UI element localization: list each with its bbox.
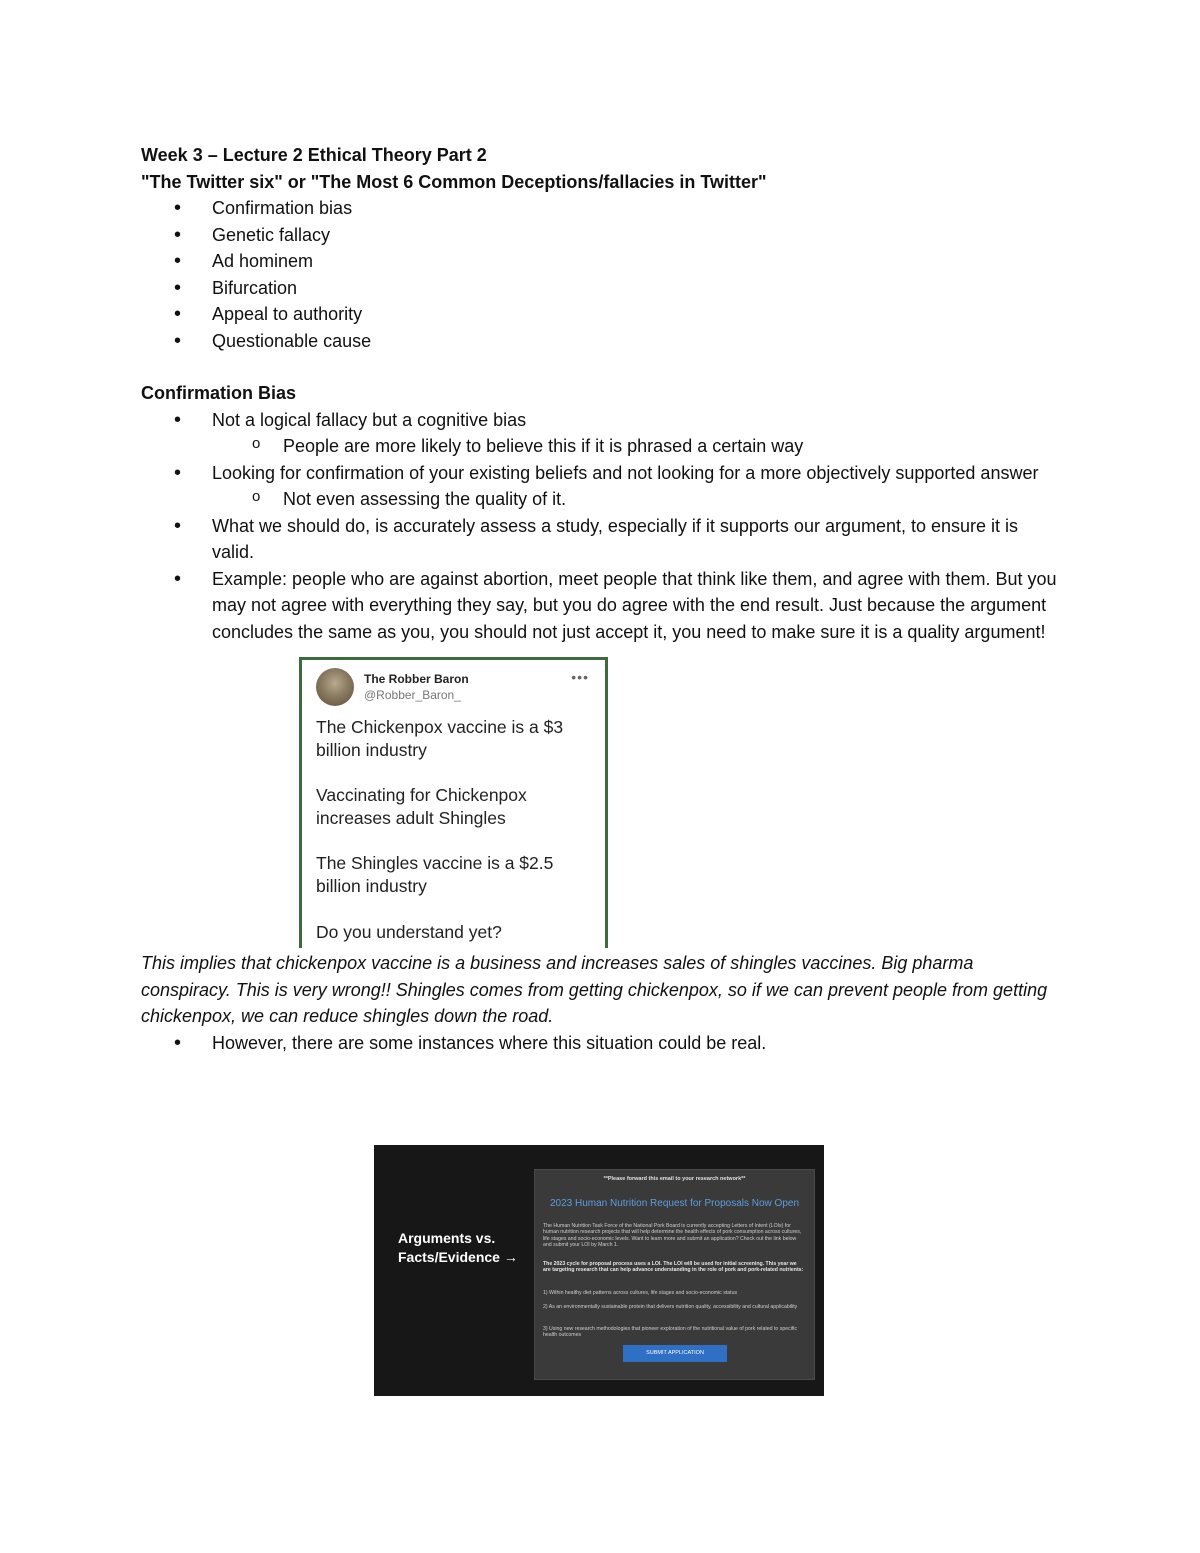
list-item: • Bifurcation — [141, 275, 1061, 302]
final-list — [141, 1030, 1061, 1057]
slide-title-line: Facts/Evidence → — [398, 1249, 518, 1265]
tweet-author-name: The Robber Baron — [364, 672, 469, 686]
tweet-line: The Chickenpox vaccine is a $3 billion industry — [316, 717, 564, 760]
email-heading: 2023 Human Nutrition Request for Proposals Now Open — [549, 1198, 800, 1209]
email-paragraph: The Human Nutrition Task Force of the National Pork Board is currently accepting Letters of Intent (LOIs) for human nutrition research projects that will help determine the health effects of pork consumption across cultures, life stages and socio-economic levels. Want to learn more and submit an application? Check out the link below and submit your LOI by March 1. — [543, 1223, 802, 1248]
document-title: Week 3 – Lecture 2 Ethical Theory Part 2 — [141, 145, 487, 165]
tweet-line: Vaccinating for Chickenpox increases adult Shingles — [316, 785, 527, 828]
slide-title-line: Arguments vs. — [398, 1230, 496, 1246]
tweet-line: The Shingles vaccine is a $2.5 billion industry — [316, 853, 554, 896]
bullet-text: Not a logical fallacy but a cognitive bias — [212, 409, 527, 430]
italic-paragraph: This implies that chickenpox vaccine is a business and increases sales of shingles vaccines. Big pharma conspiracy. This is very wrong!! Shingles comes from getting chickenpox, so if we can prevent people from getting chickenpox, we can reduce shingles down the road. — [141, 953, 1048, 1026]
document-page — [141, 142, 1061, 1056]
list-item: • However, there are some instances where this situation could be real. — [141, 1030, 1061, 1057]
tweet-author-handle: @Robber_Baron_ — [364, 688, 461, 702]
list-item — [141, 407, 1061, 460]
email-paragraph: The 2023 cycle for proposal process uses a LOI. The LOI will be used for initial screening. This year we are targeting research that can help advance understanding in the role of pork and pork-related nutrients: — [543, 1261, 804, 1274]
email-screenshot — [534, 1169, 815, 1380]
list-item: • Questionable cause — [141, 328, 1061, 355]
fallacy-list — [141, 195, 1061, 354]
list-item: • Ad hominem — [141, 248, 1061, 275]
list-item — [141, 460, 1061, 513]
sub-list-item: o Not even assessing the quality of it. — [212, 486, 1061, 513]
confirmation-bias-list — [141, 407, 1061, 646]
tweet-screenshot — [299, 657, 608, 948]
document-subtitle: "The Twitter six" or "The Most 6 Common Deceptions/fallacies in Twitter" — [141, 171, 767, 192]
bullet-text: Looking for confirmation of your existing beliefs and not looking for a more objectively supported answer — [212, 462, 1039, 483]
list-item: • Appeal to authority — [141, 301, 1061, 328]
sub-list-item: o People are more likely to believe this if it is phrased a certain way — [212, 433, 1061, 460]
lecture-slide-image — [374, 1145, 824, 1396]
email-list-item: 3) Using new research methodologies that pioneer exploration of the nutritional value of pork related to specific health outcomes — [543, 1326, 798, 1339]
section-heading: Confirmation Bias — [141, 383, 297, 403]
list-item: • Confirmation bias — [141, 195, 1061, 222]
slide-title — [398, 1229, 518, 1267]
submit-application-button: SUBMIT APPLICATION — [623, 1345, 727, 1362]
list-item: • What we should do, is accurately assess a study, especially if it supports our argument, to ensure it is valid. — [141, 513, 1061, 566]
email-list-item: 1) Within healthy diet patterns across cultures, life stages and socio-economic status — [543, 1290, 738, 1296]
forward-note: **Please forward this email to your research network** — [603, 1176, 746, 1182]
list-item: • Genetic fallacy — [141, 222, 1061, 249]
avatar — [316, 668, 354, 706]
more-options-icon: ••• — [571, 669, 589, 685]
list-item: • Example: people who are against abortion, meet people that think like them, and agree with them. But you may not agree with everything they say, but you do agree with the end result. Just because the argument concludes the same as you, you should not just accept it, you need to make sure it is a quality argument! — [141, 566, 1061, 646]
tweet-line: Do you understand yet? — [316, 922, 502, 942]
email-list-item: 2) As an environmentally sustainable protein that delivers nutrition quality, accessibility and cultural applicability — [543, 1304, 798, 1310]
